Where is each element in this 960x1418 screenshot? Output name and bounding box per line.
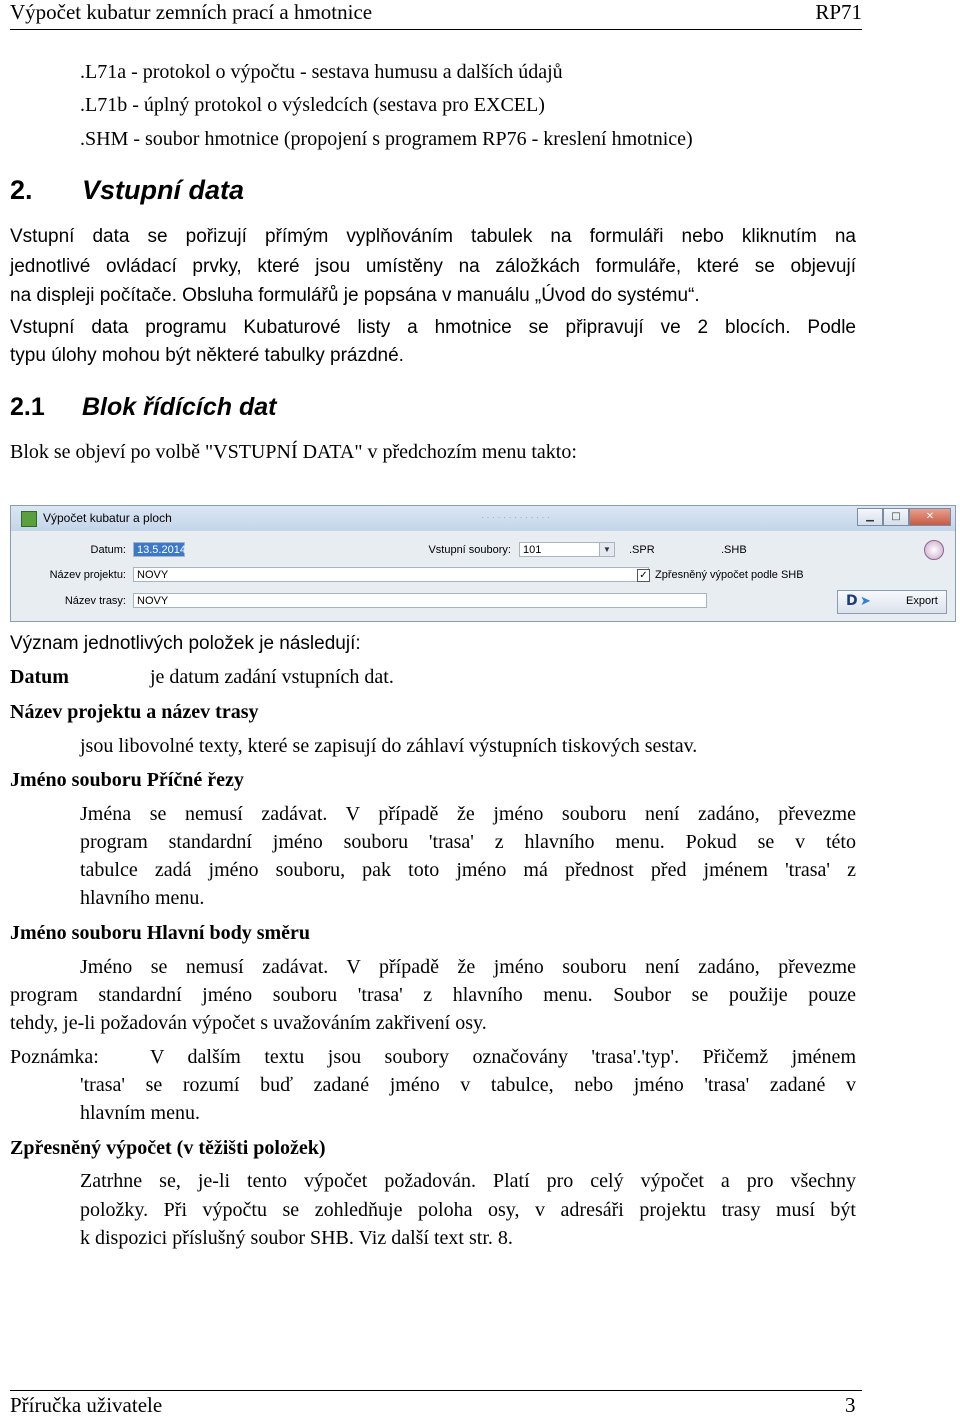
desc-line: položky. Při výpočtu se zohledňuje poloha osy, v adresáři projektu trasy musí být: [80, 1199, 856, 1221]
footer-rule: [10, 1390, 862, 1391]
input-file-value: 101: [523, 544, 542, 556]
note-label: Poznámka:: [10, 1046, 99, 1068]
desc-line: tehdy, je-li požadován výpočet s uvažováním zakřivení osy.: [10, 1012, 487, 1034]
export-label: Export: [906, 595, 938, 607]
desc-line: Zatrhne se, je-li tento výpočet požadován. Platí pro celý výpočet a pro všechny: [80, 1170, 856, 1192]
subsection-heading: [10, 393, 276, 422]
desc-line: hlavního menu.: [80, 887, 205, 909]
minimize-icon[interactable]: ▁: [857, 508, 883, 526]
paragraph-line: Vstupní data se pořizují přímým vyplňováním tabulek na formuláři nebo kliknutím na: [10, 226, 856, 247]
settings-icon[interactable]: [924, 540, 944, 560]
running-header-title: Výpočet kubatur zemních prací a hmotnice: [10, 0, 373, 24]
section-number: 2.: [10, 175, 33, 205]
paragraph-line: Vstupní data programu Kubaturové listy a hmotnice se připravují ve 2 blocích. Podle: [10, 317, 856, 338]
maximize-icon[interactable]: □: [883, 508, 909, 526]
header-rule: [10, 29, 862, 30]
term-precise-calc: Zpřesněný výpočet (v těžišti položek): [10, 1137, 326, 1159]
shb-value: .SHB: [721, 544, 747, 556]
file-item-l71b: .L71b - úplný protokol o výsledcích (sestava pro EXCEL): [80, 94, 545, 116]
desc-line: Jména se nemusí zadávat. V případě že jméno souboru není zadáno, převezme: [80, 803, 856, 825]
project-label: Název projektu:: [49, 569, 126, 581]
note-line: 'trasa' se rozumí buď zadané jméno v tabulce, nebo jméno 'trasa' zadané v: [80, 1074, 856, 1096]
project-field[interactable]: NOVY: [133, 567, 649, 582]
note-line: hlavním menu.: [80, 1102, 200, 1124]
window-title: Výpočet kubatur a ploch: [43, 511, 172, 525]
page-number: 3: [845, 1393, 856, 1417]
desc-line: tabulce zadá jméno souboru, pak toto jméno má přednost před jménem 'trasa' z: [80, 859, 856, 881]
app-window-screenshot: [10, 505, 956, 622]
blurred-caption: · · · · · · · · · · · · ·: [481, 512, 550, 522]
file-item-shm: .SHM - soubor hmotnice (propojení s programem RP76 - kreslení hmotnice): [80, 128, 693, 150]
desc-line: program standardní jméno souboru 'trasa' z hlavního menu. Pokud se v této: [80, 831, 856, 853]
paragraph-line: jednotlivé ovládací prvky, které jsou umístěny na záložkách formuláře, které se objevují: [10, 256, 856, 277]
shb-field[interactable]: [717, 542, 797, 557]
desc-datum: je datum zadání vstupních dat.: [150, 666, 394, 688]
footer-title: Příručka uživatele: [10, 1393, 163, 1417]
desc-line: program standardní jméno souboru 'trasa' z hlavního menu. Soubor se použije pouze: [10, 984, 856, 1006]
desc-line: k dispozici příslušný soubor SHB. Viz další text str. 8.: [80, 1227, 513, 1249]
chevron-down-icon[interactable]: ▼: [599, 543, 614, 556]
term-datum: Datum: [10, 666, 69, 688]
spr-value: .SPR: [629, 544, 655, 556]
route-label: Název trasy:: [64, 595, 126, 607]
subsection-title: Blok řídících dat: [82, 393, 277, 421]
section-heading: [10, 175, 244, 206]
app-icon: [21, 511, 37, 527]
section-title: Vstupní data: [82, 175, 245, 205]
subsection-number: 2.1: [10, 393, 45, 421]
desc-line: Jméno se nemusí zadávat. V případě že jméno souboru není zadáno, převezme: [80, 956, 856, 978]
term-main-points: Jméno souboru Hlavní body směru: [10, 922, 311, 944]
running-header-code: RP71: [815, 0, 862, 24]
export-button[interactable]: [837, 590, 947, 614]
input-files-label: Vstupní soubory:: [428, 544, 511, 556]
precise-calc-checkbox[interactable]: ✓: [637, 569, 650, 582]
paragraph-line: na displeji počítače. Obsluha formulářů je popsána v manuálu „Úvod do systému“.: [10, 285, 700, 306]
paragraph-line: Blok se objeví po volbě "VSTUPNÍ DATA" v předchozím menu takto:: [10, 441, 577, 463]
close-icon[interactable]: ✕: [909, 508, 951, 526]
datum-label: Datum:: [90, 544, 126, 556]
meaning-intro: Význam jednotlivých položek je následují:: [10, 633, 361, 654]
paragraph-line: typu úlohy mohou být některé tabulky prázdné.: [10, 345, 404, 366]
desc-project-route: jsou libovolné texty, které se zapisují do záhlaví výstupních tiskových sestav.: [80, 735, 698, 757]
arrow-right-icon: ➤: [860, 593, 871, 608]
term-cross-sections: Jméno souboru Příčné řezy: [10, 769, 244, 791]
route-field[interactable]: NOVY: [133, 593, 707, 608]
window-titlebar: [11, 506, 955, 531]
term-project-route: Název projektu a název trasy: [10, 701, 259, 723]
input-file-field[interactable]: [519, 542, 615, 557]
file-item-l71a: .L71a - protokol o výpočtu - sestava humusu a dalších údajů: [80, 61, 563, 83]
spr-field[interactable]: [625, 542, 709, 557]
export-icon: D: [846, 593, 858, 609]
precise-calc-label: Zpřesněný výpočet podle SHB: [655, 569, 804, 581]
datum-field[interactable]: 13.5.2014: [133, 542, 185, 557]
note-line: V dalším textu jsou soubory označovány 'trasa'.'typ'. Přičemž jménem: [150, 1046, 856, 1068]
